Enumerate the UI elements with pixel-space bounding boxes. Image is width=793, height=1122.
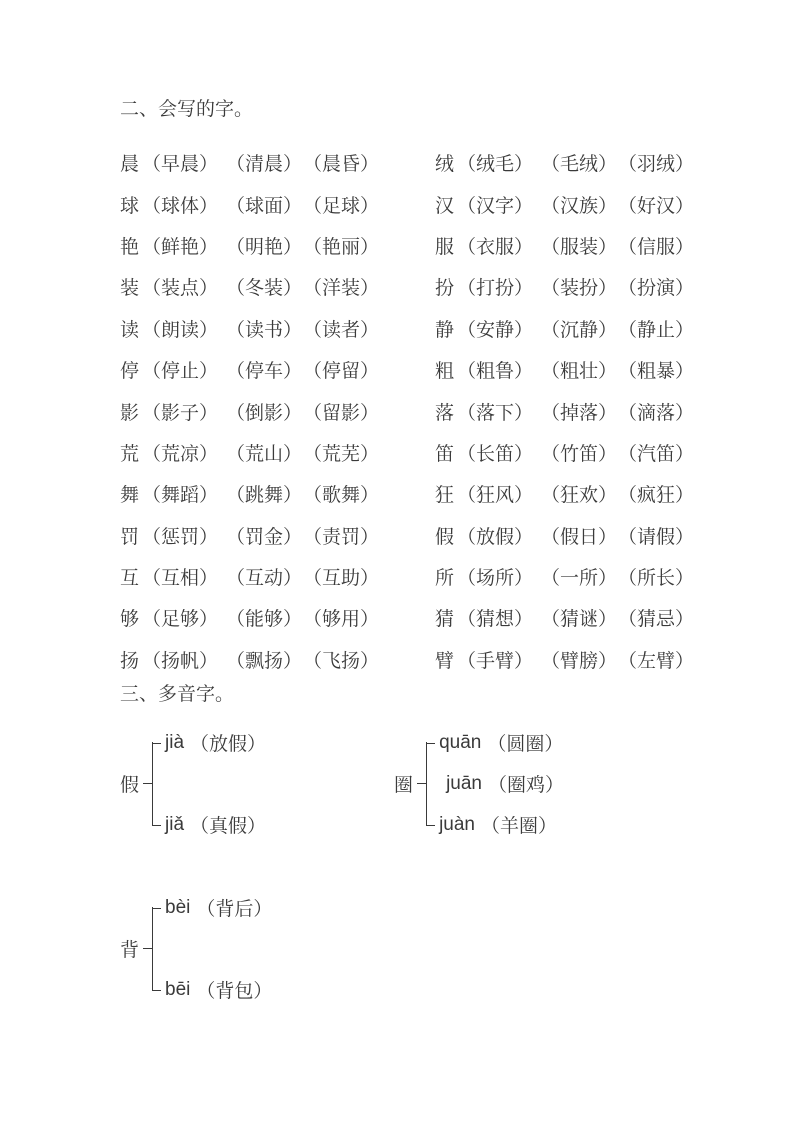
example-word: （留影） <box>303 402 380 424</box>
connector-line <box>143 783 152 784</box>
headword-character: 球 <box>120 195 140 217</box>
example-word: （粗鲁） <box>457 361 534 383</box>
headword-character: 荒 <box>120 443 140 465</box>
character-entry-row <box>120 432 435 473</box>
example-word: （停车） <box>226 361 303 383</box>
example-word: （足够） <box>142 609 219 631</box>
example-word: （装扮） <box>541 278 618 300</box>
example-word: （荒凉） <box>142 443 219 465</box>
example-word: （猜想） <box>457 609 534 631</box>
character-entry-row <box>120 556 435 597</box>
pronunciation-branch <box>165 887 272 928</box>
pronunciation-branch <box>165 804 266 845</box>
example-word: （足球） <box>303 195 380 217</box>
character-entry-row <box>435 556 694 597</box>
example-word: （安静） <box>457 319 534 341</box>
pronunciation-branch <box>439 763 564 804</box>
example-word: （清晨） <box>226 154 303 176</box>
example-word: （扬帆） <box>142 650 219 672</box>
example-word: （竹笛） <box>541 443 618 465</box>
character-entry-row <box>435 597 694 638</box>
character-entry-row <box>435 183 694 224</box>
section2-heading: 二、会写的字。 <box>120 99 254 120</box>
example-word: （背包） <box>196 981 273 1003</box>
character-entry-row <box>120 142 435 183</box>
example-word: （粗暴） <box>618 361 695 383</box>
character-entry-row <box>120 515 435 556</box>
headword-character: 罚 <box>120 526 140 548</box>
example-word: （荒芜） <box>303 443 380 465</box>
polyphonic-trees-row <box>120 722 763 845</box>
vocabulary-columns <box>120 142 763 680</box>
example-word: （狂风） <box>457 485 534 507</box>
headword-character: 够 <box>120 609 140 631</box>
polyphonic-tree <box>394 722 564 845</box>
example-word: （羽绒） <box>618 154 695 176</box>
example-word: （疯狂） <box>618 485 695 507</box>
headword-character: 舞 <box>120 485 140 507</box>
example-word: （汉族） <box>541 195 618 217</box>
character-entry-row <box>435 473 694 514</box>
polyphonic-character: 背 <box>120 940 140 962</box>
headword-character: 臂 <box>435 650 455 672</box>
example-word: （球体） <box>142 195 219 217</box>
example-word: （艳丽） <box>303 236 380 258</box>
example-word: （真假） <box>190 816 267 838</box>
example-word: （扮演） <box>618 278 695 300</box>
character-entry-row <box>120 308 435 349</box>
pinyin-label: quān <box>439 731 482 753</box>
example-word: （互相） <box>142 568 219 590</box>
headword-character: 所 <box>435 568 455 590</box>
headword-character: 装 <box>120 278 140 300</box>
headword-character: 假 <box>435 526 455 548</box>
example-word: （圈鸡） <box>487 775 564 797</box>
example-word: （打扮） <box>457 278 534 300</box>
example-word: （背后） <box>196 899 273 921</box>
example-word: （假日） <box>541 526 618 548</box>
character-entry-row <box>120 183 435 224</box>
example-word: （汽笛） <box>618 443 695 465</box>
example-word: （惩罚） <box>142 526 219 548</box>
example-word: （手臂） <box>457 650 534 672</box>
character-entry-row <box>120 473 435 514</box>
example-word: （读者） <box>303 319 380 341</box>
example-word: （鲜艳） <box>142 236 219 258</box>
example-word: （圆圈） <box>487 734 564 756</box>
example-word: （长笛） <box>457 443 534 465</box>
character-entry-row <box>435 515 694 556</box>
example-word: （猜忌） <box>618 609 695 631</box>
section3-heading: 三、多音字。 <box>120 684 235 706</box>
example-word: （舞蹈） <box>142 485 219 507</box>
headword-character: 汉 <box>435 195 455 217</box>
example-word: （放假） <box>190 734 267 756</box>
headword-character: 静 <box>435 319 455 341</box>
example-word: （互助） <box>303 568 380 590</box>
example-word: （滴落） <box>618 402 695 424</box>
example-word: （歌舞） <box>303 485 380 507</box>
headword-character: 猜 <box>435 609 455 631</box>
polyphonic-tree <box>120 722 266 845</box>
character-entry-row <box>120 349 435 390</box>
example-word: （朗读） <box>142 319 219 341</box>
example-word: （能够） <box>226 609 303 631</box>
example-word: （毛绒） <box>541 154 618 176</box>
pronunciation-branch <box>439 804 564 845</box>
character-entry-row <box>435 266 694 307</box>
example-word: （衣服） <box>457 236 534 258</box>
example-word: （洋装） <box>303 278 380 300</box>
pinyin-label: jiǎ <box>165 813 185 835</box>
bracket <box>152 887 272 1010</box>
headword-character: 晨 <box>120 154 140 176</box>
example-word: （所长） <box>618 568 695 590</box>
example-word: （晨昏） <box>303 154 380 176</box>
example-word: （绒毛） <box>457 154 534 176</box>
pronunciation-branch <box>165 969 272 1010</box>
example-word: （装点） <box>142 278 219 300</box>
example-word: （够用） <box>303 609 380 631</box>
headword-character: 粗 <box>435 361 455 383</box>
example-word: （请假） <box>618 526 695 548</box>
headword-character: 落 <box>435 402 455 424</box>
example-word: （场所） <box>457 568 534 590</box>
headword-character: 读 <box>120 319 140 341</box>
character-entry-row <box>120 266 435 307</box>
example-word: （羊圈） <box>480 816 557 838</box>
character-entry-row <box>120 390 435 431</box>
bracket <box>426 722 564 845</box>
headword-character: 狂 <box>435 485 455 507</box>
vocabulary-column-right <box>435 142 694 680</box>
example-word: （停止） <box>142 361 219 383</box>
example-word: （明艳） <box>226 236 303 258</box>
pinyin-label: bēi <box>165 978 191 1000</box>
bracket <box>152 722 266 845</box>
example-word: （影子） <box>142 402 219 424</box>
example-word: （汉字） <box>457 195 534 217</box>
polyphonic-character: 假 <box>120 775 140 797</box>
headword-character: 艳 <box>120 236 140 258</box>
polyphonic-character: 圈 <box>394 775 414 797</box>
example-word: （猜谜） <box>541 609 618 631</box>
character-entry-row <box>435 349 694 390</box>
headword-character: 扬 <box>120 650 140 672</box>
example-word: （互动） <box>226 568 303 590</box>
example-word: （掉落） <box>541 402 618 424</box>
page-content <box>120 99 763 1010</box>
example-word: （一所） <box>541 568 618 590</box>
headword-character: 扮 <box>435 278 455 300</box>
character-entry-row <box>120 225 435 266</box>
character-entry-row <box>435 639 694 680</box>
pinyin-label: jià <box>165 731 185 753</box>
example-word: （读书） <box>226 319 303 341</box>
pronunciation-branch <box>165 722 266 763</box>
connector-line <box>143 948 152 949</box>
headword-character: 影 <box>120 402 140 424</box>
character-entry-row <box>435 390 694 431</box>
example-word: （飘扬） <box>226 650 303 672</box>
example-word: （信服） <box>618 236 695 258</box>
character-entry-row <box>435 308 694 349</box>
character-entry-row <box>435 225 694 266</box>
character-entry-row <box>435 432 694 473</box>
example-word: （好汉） <box>618 195 695 217</box>
pronunciation-branch <box>439 722 564 763</box>
example-word: （倒影） <box>226 402 303 424</box>
pinyin-label: bèi <box>165 896 191 918</box>
example-word: （臂膀） <box>541 650 618 672</box>
example-word: （沉静） <box>541 319 618 341</box>
character-entry-row <box>120 639 435 680</box>
example-word: （服装） <box>541 236 618 258</box>
connector-line <box>417 783 426 784</box>
example-word: （放假） <box>457 526 534 548</box>
example-word: （球面） <box>226 195 303 217</box>
example-word: （落下） <box>457 402 534 424</box>
pinyin-label: juān <box>446 772 482 794</box>
example-word: （早晨） <box>142 154 219 176</box>
example-word: （左臂） <box>618 650 695 672</box>
polyphonic-tree <box>120 887 763 1010</box>
example-word: （罚金） <box>226 526 303 548</box>
example-word: （粗壮） <box>541 361 618 383</box>
example-word: （跳舞） <box>226 485 303 507</box>
pinyin-label: juàn <box>439 813 475 835</box>
character-entry-row <box>435 142 694 183</box>
headword-character: 绒 <box>435 154 455 176</box>
headword-character: 笛 <box>435 443 455 465</box>
example-word: （停留） <box>303 361 380 383</box>
headword-character: 服 <box>435 236 455 258</box>
example-word: （飞扬） <box>303 650 380 672</box>
headword-character: 互 <box>120 568 140 590</box>
example-word: （静止） <box>618 319 695 341</box>
example-word: （狂欢） <box>541 485 618 507</box>
character-entry-row <box>120 597 435 638</box>
example-word: （责罚） <box>303 526 380 548</box>
example-word: （荒山） <box>226 443 303 465</box>
vocabulary-column-left <box>120 142 435 680</box>
example-word: （冬装） <box>226 278 303 300</box>
headword-character: 停 <box>120 361 140 383</box>
